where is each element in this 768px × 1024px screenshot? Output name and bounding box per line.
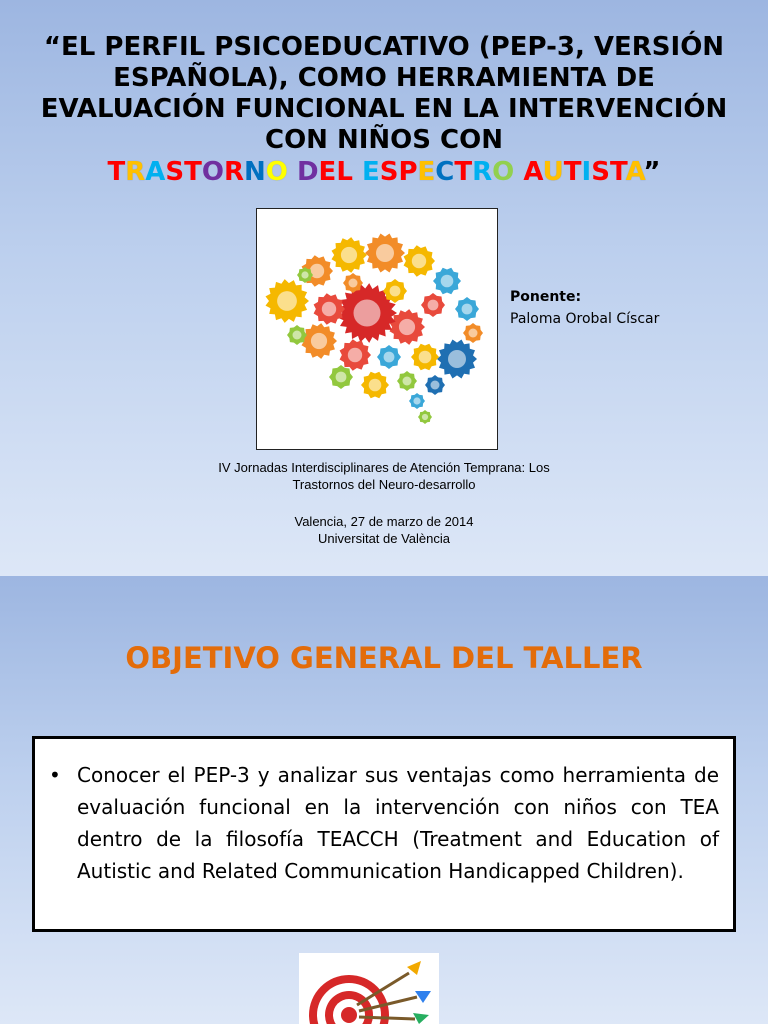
gear-brain-image: [256, 208, 498, 450]
title-colored-letter: R: [223, 157, 245, 187]
bullet-icon: •: [49, 763, 61, 787]
title-colored-letter: R: [472, 157, 493, 187]
title-colored-letter: P: [398, 157, 418, 187]
title-colored-line: [20, 157, 748, 188]
section-heading: OBJETIVO GENERAL DEL TALLER: [125, 641, 643, 675]
speaker-label: Ponente:: [510, 289, 582, 305]
title-colored-letter: [353, 157, 362, 187]
gear-hub: [384, 352, 395, 363]
title-colored-letter: T: [184, 157, 202, 187]
title-colored-letter: I: [581, 157, 592, 187]
gear-hub: [469, 329, 478, 338]
title-colored-letter: T: [454, 157, 473, 187]
title-colored-letter: S: [379, 157, 399, 187]
gear-hub: [413, 397, 420, 404]
event-info: [150, 459, 618, 547]
title-colored-letter: O: [201, 157, 224, 187]
gear-brain-icon: [257, 209, 497, 449]
gear-hub: [293, 331, 302, 340]
title-colored-letter: D: [296, 157, 319, 187]
title-colored-letter: C: [435, 157, 455, 187]
title-colored-letter: E: [318, 157, 337, 187]
objective-text: Conocer el PEP-3 y analizar sus ventajas como herramienta de evaluación funcional en la intervención con niños con TEA dentro de la filosofía TEACCH (Treatment and Education of Autistic and Related Communication Handicapped Children).: [77, 763, 719, 883]
title-line-1: “EL PERFIL PSICOEDUCATIVO (PEP-3, VERSIÓN: [43, 32, 725, 62]
presentation-title: [20, 32, 748, 188]
title-colored-letter: [288, 157, 297, 187]
gear-hub: [428, 300, 439, 311]
gear-hub: [399, 319, 415, 335]
event-name-line-1: IV Jornadas Interdisciplinares de Atención Temprana: Los: [218, 460, 550, 475]
title-colored-letter: T: [563, 157, 582, 187]
title-colored-letter: L: [336, 157, 353, 187]
event-date: Valencia, 27 de marzo de 2014: [294, 514, 474, 529]
dartboard-image: [299, 953, 439, 1024]
gear-hub: [341, 247, 357, 263]
gear-hub: [441, 275, 454, 288]
title-colored-letter: U: [542, 157, 564, 187]
title-colored-letter: R: [125, 157, 146, 187]
event-venue: Universitat de València: [318, 531, 450, 546]
event-name-line-2: Trastornos del Neuro-desarrollo: [292, 477, 476, 492]
title-colored-letter: O: [265, 157, 288, 187]
gear-hub: [462, 304, 473, 315]
title-colored-letter: N: [244, 157, 266, 187]
title-line-4: CON NIÑOS CON: [264, 125, 503, 155]
gear-hub: [311, 333, 327, 349]
gear-hub: [419, 351, 432, 364]
title-colored-letter: ”: [643, 157, 661, 187]
speaker-name: Paloma Orobal Císcar: [510, 311, 660, 327]
gear-hub: [431, 381, 440, 390]
gear-hub: [277, 291, 297, 311]
title-colored-letter: E: [417, 157, 436, 187]
gear-hub: [354, 300, 381, 327]
gear-hub: [349, 279, 358, 288]
gear-hub: [390, 286, 401, 297]
gear-hub: [336, 372, 347, 383]
objective-slide: [0, 576, 768, 1024]
title-colored-letter: A: [523, 157, 543, 187]
gear-hub: [403, 377, 412, 386]
title-colored-letter: O: [492, 157, 515, 187]
title-colored-letter: S: [591, 157, 610, 187]
gear-hub: [348, 348, 362, 362]
title-colored-letter: A: [625, 157, 644, 187]
title-colored-letter: T: [609, 157, 626, 187]
objective-box: [32, 736, 736, 932]
title-line-2: ESPAÑOLA), COMO HERRAMIENTA DE: [113, 63, 655, 93]
title-colored-letter: T: [107, 157, 126, 187]
gear-hub: [301, 271, 308, 278]
title-colored-letter: [514, 157, 523, 187]
title-colored-letter: E: [361, 157, 380, 187]
gear-hub: [422, 414, 428, 420]
title-colored-letter: S: [165, 157, 185, 187]
gear-hub: [322, 302, 336, 316]
title-colored-letter: A: [145, 157, 166, 187]
gear-hub: [369, 379, 382, 392]
objective-list-item: [49, 759, 719, 887]
gear-hub: [412, 254, 426, 268]
dartboard-target-icon: [299, 953, 439, 1024]
gear-hub: [376, 244, 394, 262]
speaker-info: [510, 286, 659, 330]
gear-hub: [448, 350, 466, 368]
title-line-3: EVALUACIÓN FUNCIONAL EN LA INTERVENCIÓN: [40, 94, 728, 124]
